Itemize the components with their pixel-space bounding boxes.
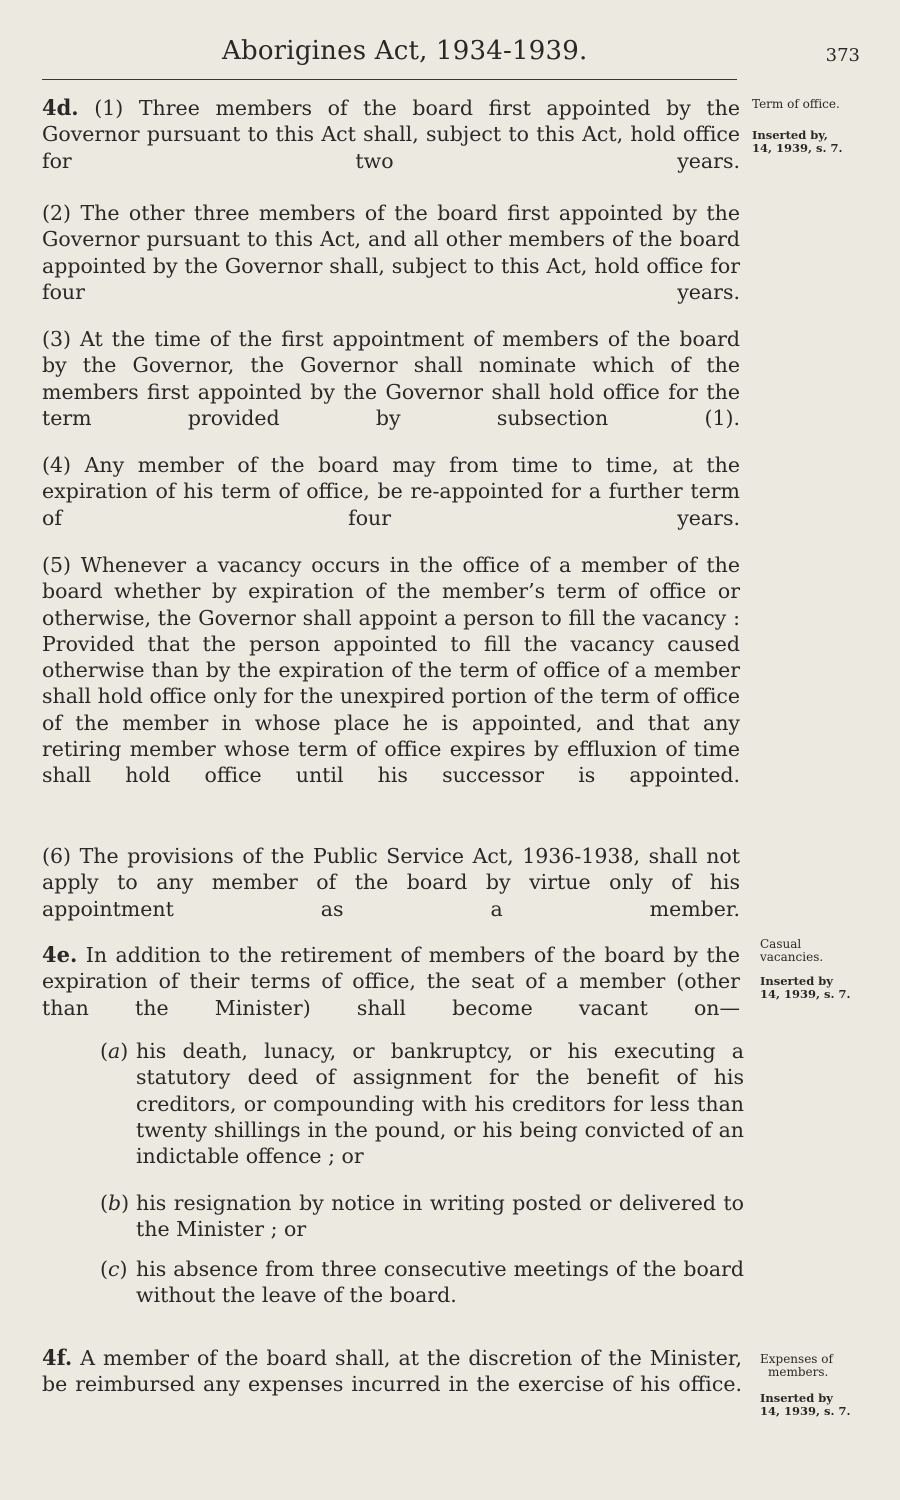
item-letter: (c) (100, 1257, 128, 1281)
margin-note-act-reference: 14, 1939, s. 7. (752, 141, 843, 155)
section-4d-subsection-6: (6) The provisions of the Public Service Act, 1936-1938, shall not apply to any member of the board by virtue only of his appointment as a member. (42, 844, 740, 921)
item-text: his absence from three consecutive meetings of the board without the leave of the board. (136, 1257, 744, 1308)
margin-note-inserted-by: Inserted by, (752, 128, 828, 142)
margin-note-members: members. (768, 1365, 829, 1379)
section-number-4e: 4e. (42, 942, 78, 967)
margin-note-inserted-by: Inserted by (760, 974, 833, 988)
subsection-text: (1) Three members of the board first appointed by the Governor pursuant to this Act shall, subject to this Act, hold office for two years. (42, 96, 740, 173)
margin-note-expenses-of: Expenses of (760, 1352, 833, 1366)
section-4d-subsection-5: (5) Whenever a vacancy occurs in the office of a member of the board whether by expiration of the member’s term of office or otherwise, the Governor shall appoint a person to fill the vacancy : Provided that the person appointed to fill the vacancy caused otherwise than by the expiration of the term of office of a member shall hold office only for the unexpired portion of the term of office of the member in whose place he is appointed, and that any retiring member whose term of office expires by effluxion of time shall hold office until his successor is appointed. (42, 553, 740, 788)
section-4d-subsection-1 (42, 95, 740, 200)
margin-note-inserted-by: Inserted by (760, 1391, 833, 1405)
running-head: Aborigines Act, 1934-1939. (222, 36, 588, 66)
item-letter: (a) (100, 1039, 129, 1063)
section-number-4f: 4f. (42, 1345, 73, 1370)
header-rule (42, 79, 737, 80)
item-text: his death, lunacy, or bankruptcy, or his executing a statutory deed of assignment for the benefit of his creditors, or compounding with his creditors for less than twenty shillings in the pound, or his being convicted of an indictable offence ; or (136, 1039, 744, 1169)
section-number-4d: 4d. (42, 95, 79, 120)
section-text: A member of the board shall, at the discretion of the Minister, be reimbursed any expenses incurred in the exercise of his office. (42, 1346, 742, 1397)
section-lead-text: In addition to the retirement of members of the board by the expiration of their terms of office, the seat of a member (other than the Minister) shall become vacant on— (42, 943, 740, 1020)
margin-note-casual: Casual (760, 937, 802, 951)
margin-note-act-reference: 14, 1939, s. 7. (760, 1404, 851, 1418)
section-4d-subsection-3: (3) At the time of the first appointment of members of the board by the Governor, the Governor shall nominate which of the members first appointed by the Governor shall hold office for the term provided by subsection (1). (42, 327, 740, 430)
item-letter: (b) (100, 1191, 130, 1215)
list-item-b (100, 1190, 744, 1243)
margin-note-act-reference: 14, 1939, s. 7. (760, 987, 851, 1001)
section-4e-lead (42, 942, 740, 1047)
list-item-a (100, 1038, 744, 1169)
margin-note-term-of-office: Term of office. (752, 97, 840, 111)
list-item-c (100, 1256, 744, 1309)
section-4d-subsection-4: (4) Any member of the board may from time to time, at the expiration of his term of office, be re-appointed for a further term of four years. (42, 453, 740, 530)
section-4f (42, 1345, 742, 1424)
section-4d-subsection-2: (2) The other three members of the board first appointed by the Governor pursuant to this Act, and all other members of the board appointed by the Governor shall, subject to this Act, hold office for four years. (42, 201, 740, 304)
page-number: 373 (825, 45, 860, 66)
margin-note-vacancies: vacancies. (760, 950, 824, 964)
item-text: his resignation by notice in writing posted or delivered to the Minister ; or (136, 1191, 744, 1242)
